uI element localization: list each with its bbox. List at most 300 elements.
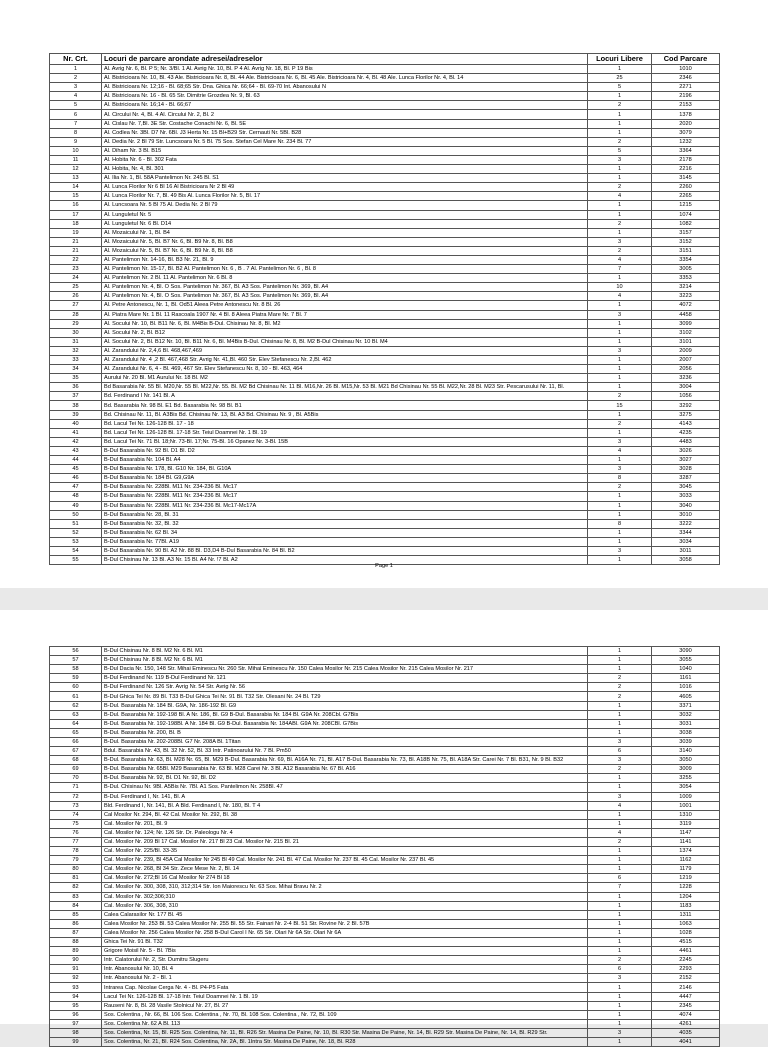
table-row [50, 856, 720, 865]
cell-locuri-libere: 2 [588, 837, 652, 846]
cell-address: B-Dul. Basarabia Nr. 192-198 Bl. A Nr. 186, Bl. G9 B-Dul. Basarabia Nr. 184 Bl. G9A Nr. 208Cbl. G7Bis [102, 710, 588, 719]
cell-address: B-Dul Chisinau Nr. 8 Bl. M2 Nr. 6 Bl. M1 [102, 656, 588, 665]
cell-nr-crt: 85 [50, 910, 102, 919]
table-row [50, 819, 720, 828]
cell-address: Bd. Ferdinand I Nr. 141 Bl. A [102, 392, 588, 401]
cell-cod-parcare: 4447 [652, 992, 720, 1001]
cell-locuri-libere: 1 [588, 92, 652, 101]
table-row [50, 674, 720, 683]
cell-address: Al. Zarandului Nr. 4 ,2 Bl. 467,468 Str. Avrig Nr. 41,Bl. 460 Str. Elev Stefanescu Nr. 2,Bl. 462 [102, 356, 588, 365]
cell-address: Al. Pantelimon Nr. 15-17, Bl. B2 Al. Pantelimon Nr. 6 , B . 7 Al. Pantelimon Nr. 6 , Bl. 8 [102, 265, 588, 274]
cell-cod-parcare: 3157 [652, 228, 720, 237]
page-number: Page 1 [375, 563, 393, 569]
cell-cod-parcare: 3031 [652, 719, 720, 728]
cell-cod-parcare: 1378 [652, 110, 720, 119]
cell-address: Cal. Mosilor Nr. 201, Bl. 9 [102, 819, 588, 828]
cell-cod-parcare: 3371 [652, 701, 720, 710]
cell-cod-parcare: 1204 [652, 892, 720, 901]
cell-locuri-libere: 1 [588, 810, 652, 819]
cell-nr-crt: 26 [50, 292, 102, 301]
cell-locuri-libere: 3 [588, 465, 652, 474]
cell-locuri-libere: 2 [588, 101, 652, 110]
cell-locuri-libere: 3 [588, 792, 652, 801]
cell-address: B-Dul Basarabia Nr. 178, Bl. G10 Nr. 184, Bl. G10A [102, 465, 588, 474]
cell-cod-parcare: 1082 [652, 219, 720, 228]
table-row [50, 101, 720, 110]
cell-cod-parcare: 3292 [652, 401, 720, 410]
cell-nr-crt: 92 [50, 974, 102, 983]
cell-locuri-libere: 1 [588, 719, 652, 728]
cell-address: Al. Pantelimon Nr. 4, Bl. O Sos. Pantelimon Nr. 367, Bl. A3 Sos. Pantelimon Nr. 369, Bl. A4 [102, 292, 588, 301]
cell-address: Al. Mozaicului Nr. 5, Bl. B7 Nr. 6, Bl. B9 Nr. 8, Bl. B8 [102, 246, 588, 255]
cell-locuri-libere: 3 [588, 546, 652, 555]
cell-locuri-libere: 1 [588, 1001, 652, 1010]
cell-cod-parcare: 2271 [652, 83, 720, 92]
cell-cod-parcare: 4074 [652, 1010, 720, 1019]
table-row [50, 419, 720, 428]
table-row [50, 183, 720, 192]
cell-locuri-libere: 4 [588, 255, 652, 264]
cell-cod-parcare: 2216 [652, 165, 720, 174]
cell-cod-parcare: 3040 [652, 501, 720, 510]
cell-address: Al. Circului Nr. 4, Bl. 4 Al. Circului Nr. 2, Bl. 2 [102, 110, 588, 119]
cell-locuri-libere: 3 [588, 310, 652, 319]
cell-nr-crt: 4 [50, 92, 102, 101]
cell-locuri-libere: 3 [588, 237, 652, 246]
table-header-row [50, 54, 720, 65]
cell-locuri-libere: 1 [588, 938, 652, 947]
cell-address: Al. Bistricioara Nr. 16;14 - Bl. 66;67 [102, 101, 588, 110]
table-row [50, 728, 720, 737]
cell-cod-parcare: 1040 [652, 665, 720, 674]
cell-address: Al. Socului Nr. 10, Bl. B11 Nr. 6, Bl. M4Bis B-Dul. Chisinau Nr. 8, Bl. M2 [102, 319, 588, 328]
cell-nr-crt: 72 [50, 792, 102, 801]
cell-nr-crt: 51 [50, 519, 102, 528]
cell-nr-crt: 29 [50, 319, 102, 328]
cell-locuri-libere: 6 [588, 874, 652, 883]
cell-cod-parcare: 3101 [652, 337, 720, 346]
cell-cod-parcare: 1141 [652, 837, 720, 846]
cell-nr-crt: 58 [50, 665, 102, 674]
cell-cod-parcare: 4041 [652, 1038, 720, 1047]
table-row [50, 283, 720, 292]
table-row [50, 237, 720, 246]
cell-locuri-libere: 1 [588, 774, 652, 783]
cell-cod-parcare: 3058 [652, 556, 720, 565]
cell-cod-parcare: 2196 [652, 92, 720, 101]
cell-locuri-libere: 1 [588, 492, 652, 501]
cell-nr-crt: 14 [50, 183, 102, 192]
cell-address: Cal. Mosilor Nr. 225/Bl. 33-35 [102, 847, 588, 856]
table-row [50, 874, 720, 883]
cell-address: B-Dul Basarabia Nr. 28, Bl. 31 [102, 510, 588, 519]
table-row [50, 1010, 720, 1019]
cell-address: Sos. Colentina Nr. 62 A Bl. 113 [102, 1019, 588, 1028]
cell-nr-crt: 83 [50, 892, 102, 901]
cell-nr-crt: 28 [50, 310, 102, 319]
cell-address: Cal. Mosilor Nr. 306, 308, 310 [102, 901, 588, 910]
cell-locuri-libere: 1 [588, 537, 652, 546]
cell-address: Al. Bistricioara Nr. 12;16 - Bl. 68;65 Str. Dna. Ghica Nr. 66;64 - Bl. 69-70 Int. Abanosului N [102, 83, 588, 92]
table-row [50, 801, 720, 810]
cell-cod-parcare: 4143 [652, 419, 720, 428]
cell-cod-parcare: 3344 [652, 528, 720, 537]
cell-cod-parcare: 3099 [652, 319, 720, 328]
cell-nr-crt: 66 [50, 737, 102, 746]
cell-nr-crt: 56 [50, 647, 102, 656]
cell-cod-parcare: 3223 [652, 292, 720, 301]
table-row [50, 155, 720, 164]
cell-address: Aurului Nr. 20 Bl. M1 Aurului Nr. 18 Bl. M2 [102, 374, 588, 383]
cell-nr-crt: 34 [50, 365, 102, 374]
cell-nr-crt: 49 [50, 501, 102, 510]
cell-address: B-Dul. Ferdinand I, Nr. 141, Bl. A [102, 792, 588, 801]
cell-nr-crt: 76 [50, 828, 102, 837]
cell-nr-crt: 70 [50, 774, 102, 783]
cell-cod-parcare: 2178 [652, 155, 720, 164]
cell-locuri-libere: 2 [588, 674, 652, 683]
cell-nr-crt: 12 [50, 165, 102, 174]
cell-locuri-libere: 1 [588, 847, 652, 856]
table-row [50, 410, 720, 419]
cell-locuri-libere: 1 [588, 892, 652, 901]
cell-address: Al. Pantelimon Nr. 14-16, Bl. B3 Nr. 21, Bl. 9 [102, 255, 588, 264]
header-locuri: Locuri de parcare arondate adresei/adreselor [102, 54, 588, 65]
table-row [50, 892, 720, 901]
table-row [50, 128, 720, 137]
cell-address: Al. Pantelimon Nr. 2 Bl. 11 Al. Pantelimon Nr. 6 Bl. 8 [102, 274, 588, 283]
cell-cod-parcare: 1074 [652, 210, 720, 219]
cell-cod-parcare: 2245 [652, 956, 720, 965]
table-row [50, 783, 720, 792]
cell-locuri-libere: 1 [588, 992, 652, 1001]
cell-locuri-libere: 1 [588, 165, 652, 174]
cell-locuri-libere: 1 [588, 983, 652, 992]
cell-cod-parcare: 1228 [652, 883, 720, 892]
table-row [50, 492, 720, 501]
cell-address: Al. Pantelimon Nr. 4, Bl. O Sos. Pantelimon Nr. 367, Bl. A3 Sos. Pantelimon Nr. 369, Bl. A4 [102, 283, 588, 292]
cell-address: Grigore Moisil Nr. 5 - Bl. 7Bis [102, 947, 588, 956]
cell-address: Al. Lunguletul Nr. 5 [102, 210, 588, 219]
cell-locuri-libere: 1 [588, 919, 652, 928]
table-row [50, 137, 720, 146]
cell-nr-crt: 74 [50, 810, 102, 819]
cell-cod-parcare: 3034 [652, 537, 720, 546]
cell-address: Al. Mozaicului Nr. 5, Bl. B7 Nr. 6, Bl. B9 Nr. 8, Bl. B8 [102, 237, 588, 246]
cell-locuri-libere: 6 [588, 747, 652, 756]
table-row [50, 365, 720, 374]
cell-cod-parcare: 2265 [652, 192, 720, 201]
table-row [50, 228, 720, 237]
cell-address: Cal Mosilor Nr. 294, Bl. 42 Cal. Mosilor Nr. 292, Bl. 38 [102, 810, 588, 819]
cell-locuri-libere: 1 [588, 656, 652, 665]
cell-nr-crt: 84 [50, 901, 102, 910]
cell-address: B-Dul Basarabia Nr. 32, Bl. 32 [102, 519, 588, 528]
cell-nr-crt: 22 [50, 255, 102, 264]
cell-locuri-libere: 1 [588, 1038, 652, 1047]
cell-cod-parcare: 1162 [652, 856, 720, 865]
table-row [50, 110, 720, 119]
cell-address: Calea Calarasilor Nr. 177 Bl. 45 [102, 910, 588, 919]
cell-nr-crt: 52 [50, 528, 102, 537]
table-row [50, 146, 720, 155]
cell-address: Sos. Colentina, Nr. 21, Bl. R24 Sos. Colentina, Nr. 2A, Bl. 1Intra Str. Masina De Paine, Nr. 18, Bl. R28 [102, 1038, 588, 1047]
cell-cod-parcare: 4461 [652, 947, 720, 956]
cell-address: Al. Hobita, Nr. 4, Bl. 301 [102, 165, 588, 174]
cell-nr-crt: 5 [50, 101, 102, 110]
cell-nr-crt: 7 [50, 119, 102, 128]
cell-address: B-Dul Basarabia Nr. 228Bl. M11 Nr. 234-236 Bl. Mc17-Mc17A [102, 501, 588, 510]
cell-address: Sos. Colentina , Nr. 66, Bl. 106 Sos. Colentina , Nr. 70, Bl. 108 Sos. Colentina , Nr. 72, Bl. 109 [102, 1010, 588, 1019]
cell-address: B-Dul Basarabia Nr. 77Bl. A19 [102, 537, 588, 546]
table-row [50, 656, 720, 665]
cell-address: Cal. Mosilor Nr. 209 Bl 17 Cal. Mosilor Nr. 217 Bl 23 Cal. Mosilor Nr. 215 Bl. 21 [102, 837, 588, 846]
cell-nr-crt: 32 [50, 346, 102, 355]
cell-address: B-Dul. Basarabia Nr. 200, Bl. B [102, 728, 588, 737]
cell-cod-parcare: 1179 [652, 865, 720, 874]
cell-address: Ghica Tei Nr. 91 Bl. T32 [102, 938, 588, 947]
table-row [50, 756, 720, 765]
table-row [50, 947, 720, 956]
cell-nr-crt: 57 [50, 656, 102, 665]
table-row [50, 401, 720, 410]
table-row [50, 392, 720, 401]
cell-address: B-Dul. Basarabia Nr. 192-198Bl. A Nr. 184 Bl. G9 B-Dul. Basarabia Nr. 184ABl. G9A Nr. 208CBl. G7Bis [102, 719, 588, 728]
cell-cod-parcare: 2346 [652, 74, 720, 83]
cell-address: B-Dul. Basarabia Nr. 92, Bl. D1 Nr. 92, Bl. D2 [102, 774, 588, 783]
cell-locuri-libere: 1 [588, 1010, 652, 1019]
cell-locuri-libere: 1 [588, 701, 652, 710]
table-row [50, 474, 720, 483]
table-row [50, 446, 720, 455]
cell-nr-crt: 36 [50, 383, 102, 392]
table-row [50, 83, 720, 92]
table-row [50, 456, 720, 465]
cell-nr-crt: 38 [50, 401, 102, 410]
cell-address: Bd. Lacul Tei Nr. 126-128 Bl. 17-18 Str. Teiul Doamnei Nr. 1 Bl. 19 [102, 428, 588, 437]
cell-address: Bdul. Basarabia Nr. 43, Bl. 32 Nr. 52, Bl. 33 Intr. Patinoarului Nr. 7 Bl. Pm50 [102, 747, 588, 756]
cell-address: Bld. Ferdinand I, Nr. 141, Bl. A Bld. Ferdinand I, Nr. 180, Bl. T 4 [102, 801, 588, 810]
table-row [50, 901, 720, 910]
table-row [50, 910, 720, 919]
cell-cod-parcare: 1219 [652, 874, 720, 883]
cell-nr-crt: 43 [50, 446, 102, 455]
cell-cod-parcare: 3004 [652, 383, 720, 392]
cell-nr-crt: 64 [50, 719, 102, 728]
cell-cod-parcare: 1063 [652, 919, 720, 928]
cell-locuri-libere: 1 [588, 783, 652, 792]
cell-cod-parcare: 3045 [652, 483, 720, 492]
cell-address: Intr. Calatorului Nr. 2, Str. Dumitru Slugeru [102, 956, 588, 965]
cell-cod-parcare: 3027 [652, 456, 720, 465]
cell-locuri-libere: 4 [588, 801, 652, 810]
cell-nr-crt: 21 [50, 246, 102, 255]
cell-cod-parcare: 2007 [652, 356, 720, 365]
cell-nr-crt: 59 [50, 674, 102, 683]
cell-nr-crt: 96 [50, 1010, 102, 1019]
cell-cod-parcare: 1183 [652, 901, 720, 910]
cell-cod-parcare: 1374 [652, 847, 720, 856]
cell-address: Cal. Mosilor Nr. 268, Bl 34 Str. Zece Mese Nr. 2, Bl. 14 [102, 865, 588, 874]
parking-table-page-2 [49, 646, 720, 1047]
table-row [50, 974, 720, 983]
cell-nr-crt: 2 [50, 74, 102, 83]
cell-locuri-libere: 1 [588, 365, 652, 374]
cell-address: B-Dul. Basarabia Nr. 202-208Bl. G7 Nr. 208A Bl. 1Titan [102, 737, 588, 746]
cell-locuri-libere: 3 [588, 1028, 652, 1037]
cell-nr-crt: 63 [50, 710, 102, 719]
cell-cod-parcare: 3039 [652, 737, 720, 746]
cell-cod-parcare: 3079 [652, 128, 720, 137]
table-row [50, 792, 720, 801]
cell-locuri-libere: 4 [588, 292, 652, 301]
cell-cod-parcare: 4605 [652, 692, 720, 701]
cell-locuri-libere: 1 [588, 274, 652, 283]
cell-locuri-libere: 1 [588, 910, 652, 919]
cell-cod-parcare: 3038 [652, 728, 720, 737]
cell-nr-crt: 33 [50, 356, 102, 365]
cell-address: Sos. Colentina, Nr. 15, Bl. R25 Sos. Colentina, Nr. 11, Bl. R26 Str. Masina De Paine, Nr. 10, Bl. R30 Str. Masina De Paine, Nr. 14, Bl. R29 Str. Masina De Paine, Nr. 14, Bl. R29 Str. [102, 1028, 588, 1037]
table-row [50, 828, 720, 837]
cell-address: Rauseni Nr. 8, Bl. 28 Vasile Stolnicul Nr. 27, Bl. 27 [102, 1001, 588, 1010]
cell-locuri-libere: 1 [588, 501, 652, 510]
cell-cod-parcare: 1028 [652, 928, 720, 937]
cell-address: B-Dul Basarabia Nr. 62 Bl. 34 [102, 528, 588, 537]
cell-locuri-libere: 2 [588, 692, 652, 701]
cell-nr-crt: 89 [50, 947, 102, 956]
cell-locuri-libere: 1 [588, 428, 652, 437]
table-row [50, 255, 720, 264]
cell-cod-parcare: 2153 [652, 101, 720, 110]
cell-locuri-libere: 10 [588, 283, 652, 292]
table-row [50, 465, 720, 474]
cell-address: B-Dul Ghica Tei Nr. 89 Bl. T33 B-Dul Ghica Tei Nr. 91 Bl. T32 Str. Olesani Nr. 24 Bl. T29 [102, 692, 588, 701]
table-row [50, 883, 720, 892]
cell-nr-crt: 69 [50, 765, 102, 774]
cell-nr-crt: 65 [50, 728, 102, 737]
cell-nr-crt: 10 [50, 146, 102, 155]
cell-nr-crt: 95 [50, 1001, 102, 1010]
cell-address: Al. Diham Nr. 3 Bl. B15 [102, 146, 588, 155]
cell-cod-parcare: 3009 [652, 765, 720, 774]
cell-address: Al. Mozaicului Nr. 1, Bl. B4 [102, 228, 588, 237]
cell-address: Bd. Basarabia Nr. 98 Bl. E1 Bd. Basarabia Nr. 98 Bl. B1 [102, 401, 588, 410]
cell-cod-parcare: 3255 [652, 774, 720, 783]
cell-cod-parcare: 1016 [652, 683, 720, 692]
cell-nr-crt: 8 [50, 128, 102, 137]
cell-address: Cal. Mosilor Nr. 124; Nr. 126 Str. Dr. Paleologu Nr. 4 [102, 828, 588, 837]
cell-locuri-libere: 1 [588, 856, 652, 865]
table-row [50, 1028, 720, 1037]
cell-locuri-libere: 1 [588, 301, 652, 310]
cell-cod-parcare: 3152 [652, 237, 720, 246]
cell-locuri-libere: 1 [588, 947, 652, 956]
cell-nr-crt: 16 [50, 201, 102, 210]
table-row [50, 383, 720, 392]
cell-address: Al. Dedia Nr. 2 Bl 79 Str. Luncsoara Nr. 5 Bl. 75 Sos. Stefan Cel Mare Nr. 234 Bl. 77 [102, 137, 588, 146]
cell-locuri-libere: 1 [588, 210, 652, 219]
table-row [50, 310, 720, 319]
cell-nr-crt: 91 [50, 965, 102, 974]
cell-locuri-libere: 25 [588, 74, 652, 83]
cell-address: Calea Mosilor Nr. 256 Calea Mosilor Nr. 258 B-Dul Carol I Nr. 65 Str. Olari Nr 6A Str. Olari Nr 6A [102, 928, 588, 937]
cell-locuri-libere: 2 [588, 246, 652, 255]
cell-address: Al. Ilia Nr. 1, Bl. 58A Pantelimon Nr. 245 Bl. S1 [102, 174, 588, 183]
cell-locuri-libere: 2 [588, 137, 652, 146]
cell-nr-crt: 3 [50, 83, 102, 92]
table-row [50, 719, 720, 728]
cell-cod-parcare: 3236 [652, 374, 720, 383]
header-locuri-libere: Locuri Libere [588, 54, 652, 65]
cell-nr-crt: 27 [50, 301, 102, 310]
table-row [50, 519, 720, 528]
cell-address: B-Dul Chisinau Nr. 8 Bl. M2 Nr. 6 Bl. M1 [102, 647, 588, 656]
cell-cod-parcare: 3032 [652, 710, 720, 719]
cell-address: Al. Bistricioara Nr. 16 - Bl. 65 Str. Dimitrie Grozdea Nr. 9, Bl. 63 [102, 92, 588, 101]
table-row [50, 992, 720, 1001]
table-row [50, 928, 720, 937]
cell-locuri-libere: 1 [588, 65, 652, 74]
table-row [50, 919, 720, 928]
cell-locuri-libere: 2 [588, 483, 652, 492]
cell-locuri-libere: 1 [588, 528, 652, 537]
cell-address: Al. Socului Nr. 2, Bl. B12 Nr. 10, Bl. B11 Nr. 6, Bl. M4Bis B-Dul. Chisinau Nr. 8, Bl. M2 B-Dul Chisinau Nr. 10 Bl. M4 [102, 337, 588, 346]
cell-address: Calea Mosilor Nr. 253 Bl. 53 Calea Mosilor Nr. 255 Bl. 55 Str. Fainari Nr. 2-4 Bl. 51 Str. Rovine Nr. 2 Bl. 57B [102, 919, 588, 928]
cell-address: B-Dul Dacia Nr. 150, 148 Str. Mihai Eminescu Nr. 260 Str. Mihai Eminescu Nr. 150 Calea Mosilor Nr. 215 Calea Mosilor Nr. 215 Calea Mosilor Nr. 217 [102, 665, 588, 674]
table-row [50, 510, 720, 519]
cell-nr-crt: 88 [50, 938, 102, 947]
table-row [50, 710, 720, 719]
cell-locuri-libere: 1 [588, 319, 652, 328]
cell-nr-crt: 18 [50, 219, 102, 228]
table-row [50, 437, 720, 446]
cell-address: Al. Lunca Florilor Nr 6 Bl 16 Al Bistricioara Nr 2 Bl 49 [102, 183, 588, 192]
table-row [50, 92, 720, 101]
cell-locuri-libere: 3 [588, 346, 652, 355]
cell-locuri-libere: 1 [588, 710, 652, 719]
cell-nr-crt: 61 [50, 692, 102, 701]
cell-address: B-Dul. Chisinau Nr. 9Bl. A5Bis Nr. 7Bl. A1 Sos. Pantelimon Nr. 258Bl. 47 [102, 783, 588, 792]
cell-nr-crt: 41 [50, 428, 102, 437]
cell-cod-parcare: 2146 [652, 983, 720, 992]
cell-locuri-libere: 1 [588, 174, 652, 183]
table-row [50, 774, 720, 783]
table-row [50, 328, 720, 337]
table-row [50, 647, 720, 656]
cell-cod-parcare: 1009 [652, 792, 720, 801]
cell-nr-crt: 73 [50, 801, 102, 810]
cell-locuri-libere: 2 [588, 183, 652, 192]
cell-cod-parcare: 3102 [652, 328, 720, 337]
cell-nr-crt: 79 [50, 856, 102, 865]
cell-locuri-libere: 1 [588, 410, 652, 419]
table-row [50, 528, 720, 537]
cell-locuri-libere: 5 [588, 83, 652, 92]
cell-locuri-libere: 3 [588, 737, 652, 746]
cell-locuri-libere: 1 [588, 456, 652, 465]
table-row [50, 301, 720, 310]
cell-locuri-libere: 2 [588, 419, 652, 428]
cell-cod-parcare: 3054 [652, 783, 720, 792]
table-row [50, 683, 720, 692]
cell-cod-parcare: 1147 [652, 828, 720, 837]
cell-locuri-libere: 3 [588, 974, 652, 983]
cell-nr-crt: 37 [50, 392, 102, 401]
cell-nr-crt: 90 [50, 956, 102, 965]
cell-address: Al. Luncsoara Nr. 5 Bl 75 Al. Dedia Nr. 2 Bl 79 [102, 201, 588, 210]
cell-cod-parcare: 3050 [652, 756, 720, 765]
cell-cod-parcare: 3055 [652, 656, 720, 665]
